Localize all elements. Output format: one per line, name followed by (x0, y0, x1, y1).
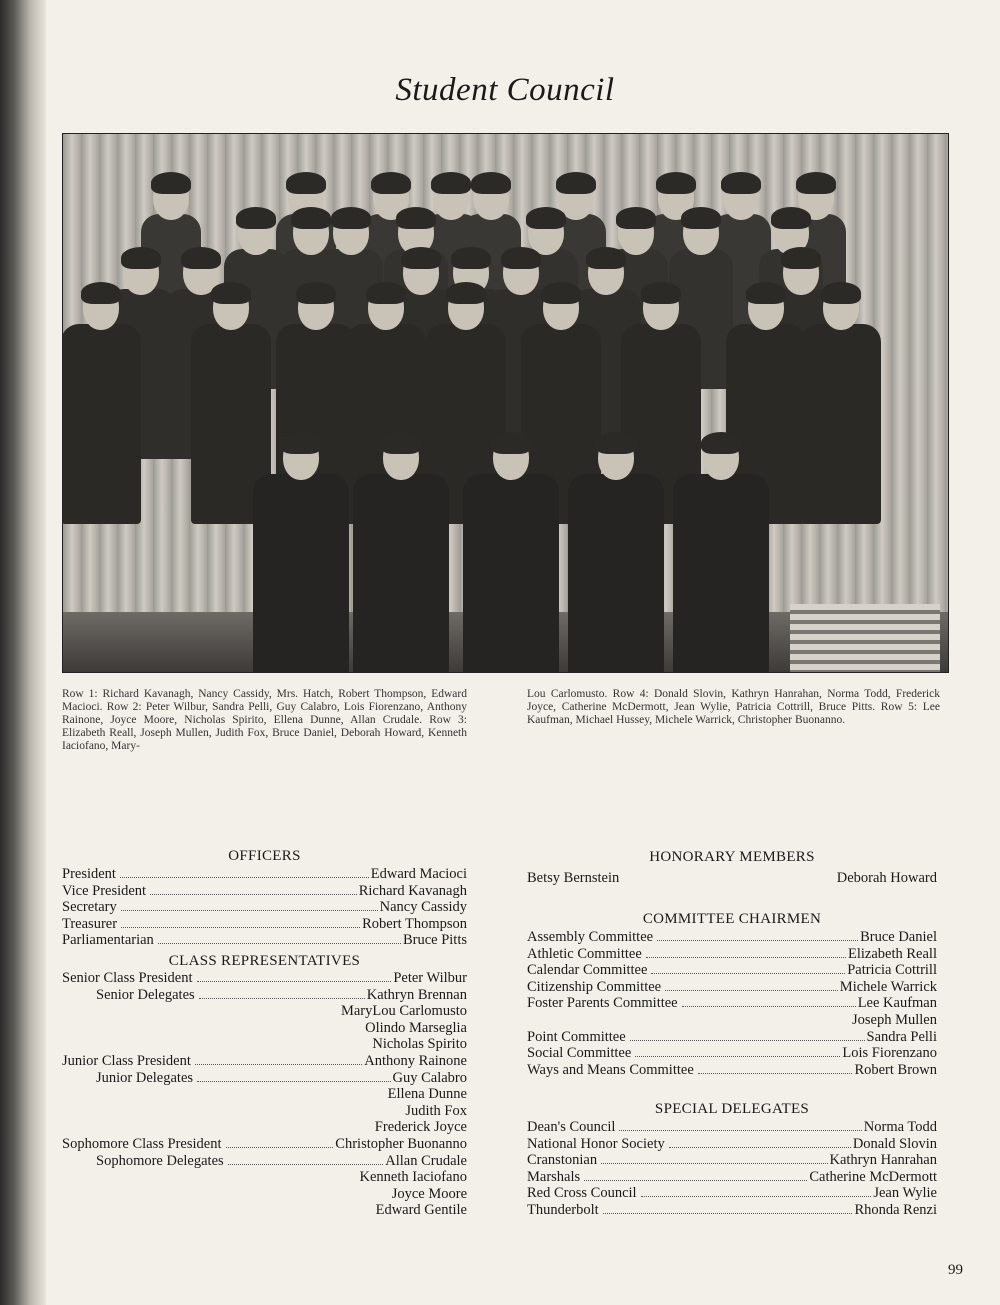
roster-row (527, 1185, 937, 1202)
role-label: Calendar Committee (527, 962, 648, 979)
role-label: Cranstonian (527, 1152, 598, 1169)
dot-leader (682, 1006, 856, 1007)
role-label: Vice President (62, 882, 147, 899)
roster-row (62, 1136, 467, 1153)
group-photo (62, 133, 949, 673)
member-name: Lee Kaufman (857, 995, 937, 1012)
role-label: Citizenship Committee (527, 978, 662, 995)
roster-row (62, 1202, 467, 1219)
member-name: Patricia Cottrill (847, 962, 937, 979)
roster-row (62, 1119, 467, 1136)
photo-caption-left: Row 1: Richard Kavanagh, Nancy Cassidy, Mrs. Hatch, Robert Thompson, Edward Macioci. Row 2: Peter Wilbur, Sandra Pelli, Guy Calabro, Lois Fiorenzano, Anthony Rainone, Joyce Moore, Nicholas Spirito, Ellena Dunne, Allan Crudale. Row 3: Elizabeth Reall, Joseph Mullen, Judith Fox, Bruce Daniel, Deborah Howard, Kenneth Iaciofano, Mary- (62, 688, 467, 752)
member-name: Donald Slovin (852, 1135, 937, 1152)
roster-row (527, 979, 937, 996)
member-name: Norma Todd (863, 1119, 937, 1135)
member-name: Kathryn Hanrahan (829, 1152, 937, 1169)
roster-row (62, 1169, 467, 1186)
role-label: Foster Parents Committee (527, 995, 678, 1012)
dot-leader (197, 1081, 390, 1082)
member-name: Joyce Moore (391, 1185, 467, 1202)
roster-row (62, 970, 467, 987)
roster-row (527, 1045, 937, 1062)
member-name: Catherine McDermott (809, 1168, 937, 1185)
dot-leader (635, 1056, 840, 1057)
dot-leader (195, 1064, 362, 1065)
role-label: Thunderbolt (527, 1201, 599, 1218)
dot-leader (657, 940, 858, 941)
member-name: Anthony Rainone (364, 1052, 467, 1069)
member-name: Bruce Pitts (402, 932, 467, 949)
dot-leader (197, 981, 392, 982)
role-label: Senior Class President (62, 970, 193, 986)
roster-row (527, 962, 937, 979)
photo-caption-right: Lou Carlomusto. Row 4: Donald Slovin, Kathryn Hanrahan, Norma Todd, Frederick Joyce, Catherine McDermott, Jean Wylie, Patricia Cottrill, Bruce Pitts. Row 5: Lee Kaufman, Michael Hussey, Michele Warrick, Christopher Buonanno. (527, 688, 940, 726)
role-label: Sophomore Delegates (96, 1152, 224, 1169)
roster-row (62, 987, 467, 1004)
honorary-members (527, 870, 937, 887)
roster-row (527, 1169, 937, 1186)
special-delegates-heading: SPECIAL DELEGATES (654, 1101, 810, 1117)
role-label: Sophomore Class President (62, 1135, 222, 1152)
dot-leader (601, 1163, 827, 1164)
dot-leader (120, 877, 369, 878)
member-name: Kathryn Brennan (366, 986, 467, 1003)
role-label: National Honor Society (527, 1135, 665, 1152)
role-label: Dean's Council (527, 1119, 616, 1135)
role-label: Junior Class President (62, 1052, 191, 1069)
role-label: Treasurer (62, 915, 118, 932)
officers-heading: OFFICERS (228, 848, 301, 864)
roster-row (527, 1062, 937, 1079)
dot-leader (630, 1040, 865, 1041)
dot-leader (651, 973, 845, 974)
member-name: Rhonda Renzi (854, 1201, 937, 1218)
member-name: Judith Fox (405, 1102, 467, 1119)
dot-leader (603, 1213, 853, 1214)
roster-row (62, 916, 467, 933)
class-reps-list (62, 970, 467, 1219)
page-number: 99 (948, 1262, 963, 1278)
page-title: Student Council (395, 72, 615, 108)
role-label: Assembly Committee (527, 929, 654, 945)
member-name: Lois Fiorenzano (842, 1045, 937, 1062)
roster-row (62, 1020, 467, 1037)
roster-row (62, 932, 467, 949)
dot-leader (619, 1130, 861, 1131)
member-name: MaryLou Carlomusto (340, 1003, 467, 1020)
roster-row (62, 1070, 467, 1087)
member-name: Jean Wylie (873, 1185, 937, 1202)
dot-leader (669, 1147, 851, 1148)
role-label: Junior Delegates (96, 1069, 194, 1086)
dot-leader (665, 990, 838, 991)
role-label: Secretary (62, 899, 117, 916)
roster-row (62, 1153, 467, 1170)
member-name: Joseph Mullen (852, 1011, 937, 1028)
committee-chairmen-list (527, 929, 937, 1078)
dot-leader (121, 910, 378, 911)
roster-row (62, 1086, 467, 1103)
member-name: Peter Wilbur (393, 970, 467, 986)
role-label: Social Committee (527, 1045, 632, 1062)
roster-row (527, 1012, 937, 1029)
page-binding-shadow (0, 0, 46, 1305)
member-name: Olindo Marseglia (365, 1019, 467, 1036)
dot-leader (584, 1180, 807, 1181)
honorary-member: Betsy Bernstein (527, 870, 620, 886)
role-label: Parliamentarian (62, 932, 154, 949)
dot-leader (150, 894, 357, 895)
member-name: Frederick Joyce (374, 1119, 467, 1136)
member-name: Edward Gentile (375, 1202, 467, 1219)
roster-row (527, 1119, 937, 1136)
member-name: Ellena Dunne (387, 1086, 467, 1103)
member-name: Nancy Cassidy (379, 899, 467, 916)
committee-chairmen-heading: COMMITTEE CHAIRMEN (642, 911, 822, 927)
roster-row (62, 866, 467, 883)
roster-row (62, 1003, 467, 1020)
roster-row (527, 1136, 937, 1153)
special-delegates-list (527, 1119, 937, 1219)
honorary-heading: HONORARY MEMBERS (649, 849, 815, 865)
role-label: Point Committee (527, 1028, 626, 1045)
roster-row (62, 899, 467, 916)
roster-row (527, 995, 937, 1012)
member-name: Elizabeth Reall (848, 945, 937, 962)
member-name: Christopher Buonanno (335, 1135, 467, 1152)
dot-leader (698, 1073, 853, 1074)
roster-row (62, 1186, 467, 1203)
roster-row (527, 946, 937, 963)
roster-row (527, 1029, 937, 1046)
dot-leader (158, 943, 401, 944)
dot-leader (228, 1164, 384, 1165)
class-reps-heading: CLASS REPRESENTATIVES (168, 953, 361, 969)
member-name: Robert Brown (854, 1061, 937, 1078)
role-label: Red Cross Council (527, 1185, 637, 1202)
role-label: Senior Delegates (96, 986, 195, 1003)
member-name: Guy Calabro (392, 1069, 467, 1086)
dot-leader (199, 998, 365, 999)
roster-row (62, 1036, 467, 1053)
roster-row (62, 883, 467, 900)
dot-leader (226, 1147, 334, 1148)
honorary-member: Deborah Howard (836, 870, 937, 886)
member-name: Edward Macioci (370, 866, 467, 882)
member-name: Nicholas Spirito (372, 1036, 467, 1053)
bleachers (790, 604, 940, 673)
dot-leader (646, 957, 846, 958)
dot-leader (121, 927, 360, 928)
member-name: Allan Crudale (385, 1152, 467, 1169)
role-label: President (62, 866, 116, 882)
member-name: Robert Thompson (362, 915, 467, 932)
roster-row (527, 1202, 937, 1219)
member-name: Kenneth Iaciofano (359, 1169, 467, 1186)
roster-row (62, 1053, 467, 1070)
dot-leader (641, 1196, 872, 1197)
member-name: Richard Kavanagh (358, 882, 467, 899)
member-name: Bruce Daniel (860, 929, 937, 945)
officers-list (62, 866, 467, 949)
member-name: Sandra Pelli (866, 1028, 937, 1045)
roster-row (527, 1152, 937, 1169)
member-name: Michele Warrick (839, 978, 937, 995)
role-label: Ways and Means Committee (527, 1061, 694, 1078)
role-label: Athletic Committee (527, 945, 642, 962)
roster-row (527, 929, 937, 946)
role-label: Marshals (527, 1168, 581, 1185)
roster-row (62, 1103, 467, 1120)
